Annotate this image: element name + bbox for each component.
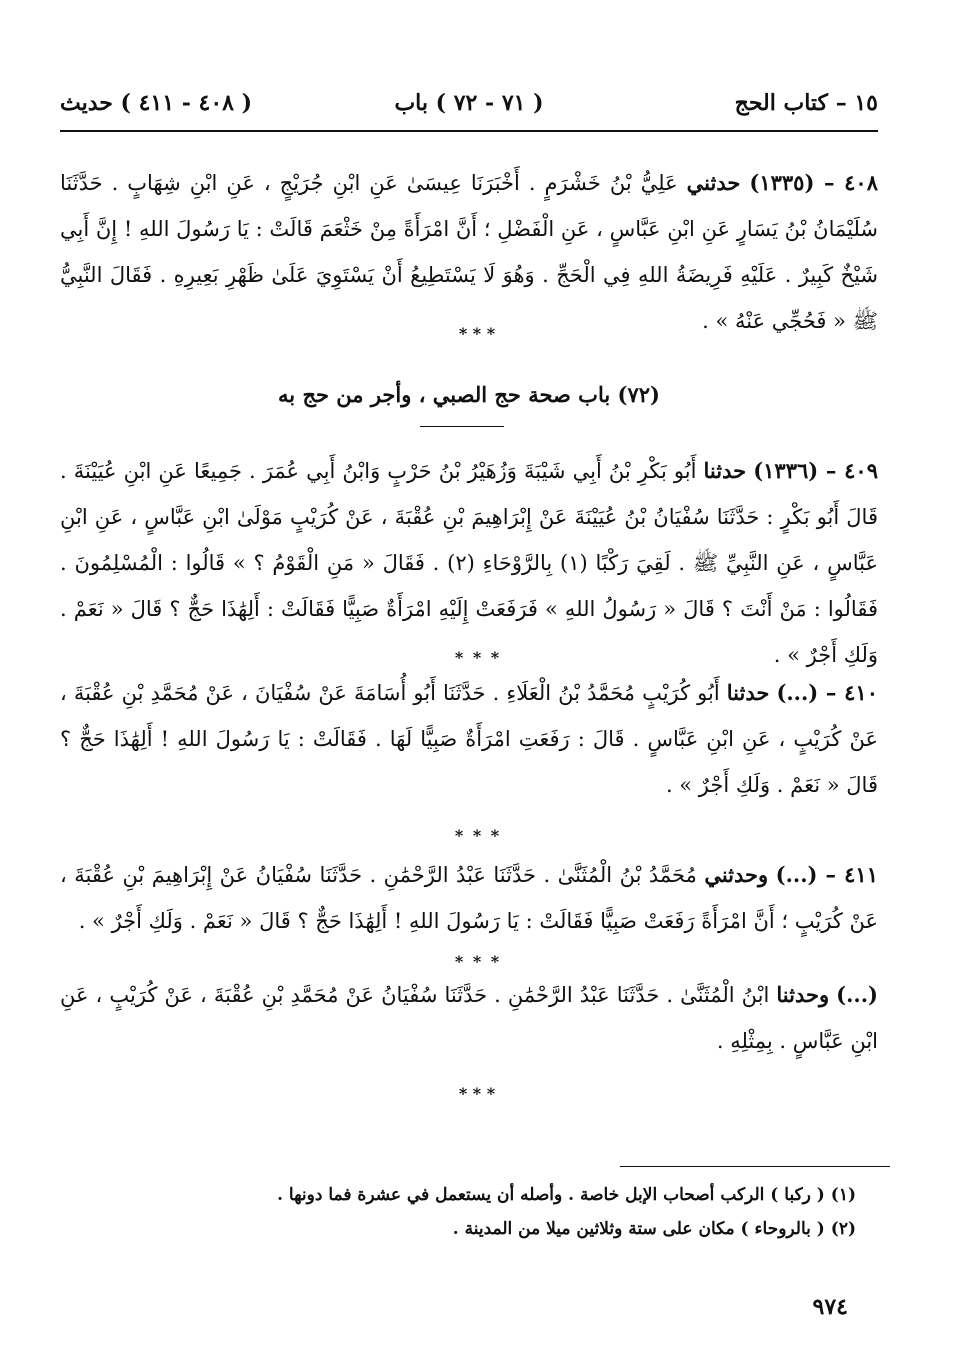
hadith-text: مُحَمَّدُ بْنُ الْمُثَنَّىٰ . حَدَّثَنَا عَبْدُ الرَّحْمَٰنِ . حَدَّثَنَا سُفْيَانُ عَنْ إِبْرَاهِيمَ بْنِ عُقْبَةَ ، عَنْ كُرَيْبٍ ؛ أَنَّ امْرَأَةً رَفَعَتْ صَبِيًّا فَقَالَتْ : يَا رَسُولَ اللهِ ! أَلِهَٰذَا حَجٌّ ؟ قَالَ « نَعَمْ . وَلَكِ أَجْرٌ » . bbox=[60, 863, 878, 933]
separator-stars: * * * bbox=[458, 324, 498, 343]
hadith-lead: حدثنا bbox=[726, 680, 770, 705]
hadith-411 bbox=[60, 852, 878, 944]
hadith-409 bbox=[60, 448, 878, 678]
header-rule bbox=[60, 130, 878, 132]
page-number: ٩٧٤ bbox=[812, 1294, 848, 1320]
footnote-1: (١) ( ركبا ) الركب أصحاب الإبل خاصة . وأصله أن يستعمل في عشرة فما دونها . bbox=[277, 1185, 856, 1205]
header-chapter-range: ( ٧١ - ٧٢ ) باب bbox=[394, 90, 544, 116]
chapter-underline bbox=[420, 426, 504, 427]
hadith-number: (...) bbox=[836, 982, 878, 1007]
separator-stars: * * * bbox=[454, 952, 502, 971]
hadith-lead: وحدثنا bbox=[776, 982, 830, 1007]
hadith-number: ٤٠٩ – (١٣٣٦) bbox=[753, 458, 878, 483]
hadith-number: ٤١١ – (...) bbox=[775, 862, 878, 887]
separator-stars: * * * bbox=[454, 826, 502, 845]
hadith-number: ٤١٠ – (...) bbox=[776, 680, 878, 705]
header-hadith-range: ( ٤٠٨ - ٤١١ ) حديث bbox=[60, 90, 253, 116]
hadith-text: أَبُو كُرَيْبٍ مُحَمَّدُ بْنُ الْعَلَاءِ . حَدَّثَنَا أَبُو أُسَامَةَ عَنْ سُفْيَانَ ، عَنْ مُحَمَّدِ بْنِ عُقْبَةَ ، عَنْ كُرَيْبٍ ، عَنِ ابْنِ عَبَّاسٍ . قَالَ : رَفَعَتِ امْرَأَةٌ صَبِيًّا لَهَا . فَقَالَتْ : يَا رَسُولَ اللهِ ! أَلِهَٰذَا حَجٌّ ؟ قَالَ « نَعَمْ . وَلَكِ أَجْرٌ » . bbox=[60, 681, 878, 797]
header-book-title: ١٥ – كتاب الحج bbox=[734, 90, 878, 116]
hadith-410 bbox=[60, 670, 878, 808]
footnote-2: (٢) ( بالروحاء ) مكان على ستة وثلاثين ميلا من المدينة . bbox=[452, 1219, 856, 1239]
hadith-411-variant bbox=[60, 972, 878, 1064]
separator-stars: * * * bbox=[458, 1084, 498, 1103]
hadith-lead: حدثنا bbox=[703, 458, 747, 483]
hadith-lead: وحدثني bbox=[704, 862, 769, 887]
footnote-rule bbox=[620, 1166, 890, 1167]
separator-stars: * * * bbox=[454, 648, 502, 667]
hadith-lead: حدثني bbox=[686, 170, 741, 195]
hadith-text: أَبُو بَكْرِ بْنُ أَبِي شَيْبَةَ وَزُهَيْرُ بْنُ حَرْبٍ وَابْنُ أَبِي عُمَرَ . جَمِيعًا عَنِ ابْنِ عُيَيْنَةَ . قَالَ أَبُو بَكْرٍ : حَدَّثَنَا سُفْيَانُ بْنُ عُيَيْنَةَ عَنْ إِبْرَاهِيمَ بْنِ عُقْبَةَ ، عَنْ كُرَيْبٍ مَوْلَىٰ ابْنِ عَبَّاسٍ ، عَنِ ابْنِ عَبَّاسٍ ، عَنِ النَّبِيِّ ﷺ . لَقِيَ رَكْبًا (١) بِالرَّوْحَاءِ (٢) . فَقَالَ « مَنِ الْقَوْمُ ؟ » قَالُوا : الْمُسْلِمُونَ . فَقَالُوا : مَنْ أَنْتَ ؟ قَالَ « رَسُولُ اللهِ » فَرَفَعَتْ إِلَيْهِ امْرَأَةٌ صَبِيًّا فَقَالَتْ : أَلِهَٰذَا حَجٌّ ؟ قَالَ « نَعَمْ . وَلَكِ أَجْرٌ » . bbox=[60, 459, 878, 667]
chapter-title: (٧٢) باب صحة حج الصبي ، وأجر من حج به bbox=[278, 382, 660, 407]
hadith-text: ابْنُ الْمُثَنَّىٰ . حَدَّثَنَا عَبْدُ الرَّحْمَٰنِ . حَدَّثَنَا سُفْيَانُ عَنْ مُحَمَّدِ بْنِ عُقْبَةَ ، عَنْ كُرَيْبٍ ، عَنِ ابْنِ عَبَّاسٍ . بِمِثْلِهِ . bbox=[60, 983, 878, 1053]
running-header bbox=[60, 84, 878, 128]
hadith-number: ٤٠٨ – (١٣٣٥) bbox=[749, 170, 878, 195]
footnotes bbox=[60, 1178, 856, 1246]
hadith-text: عَلِيُّ بْنُ خَشْرَمٍ . أَخْبَرَنَا عِيسَىٰ عَنِ ابْنِ جُرَيْجٍ ، عَنِ ابْنِ شِهَابٍ . حَدَّثَنَا سُلَيْمَانُ بْنُ يَسَارٍ عَنِ ابْنِ عَبَّاسٍ ، عَنِ الْفَضْلِ ؛ أَنَّ امْرَأَةً مِنْ خَثْعَمَ قَالَتْ : يَا رَسُولَ اللهِ ! إِنَّ أَبِي شَيْخٌ كَبِيرٌ . عَلَيْهِ فَرِيضَةُ اللهِ فِي الْحَجِّ . وَهُوَ لَا يَسْتَطِيعُ أَنْ يَسْتَوِيَ عَلَىٰ ظَهْرِ بَعِيرِهِ . فَقَالَ النَّبِيُّ ﷺ « فَحُجِّي عَنْهُ » . bbox=[60, 171, 879, 333]
hadith-408 bbox=[60, 160, 878, 344]
